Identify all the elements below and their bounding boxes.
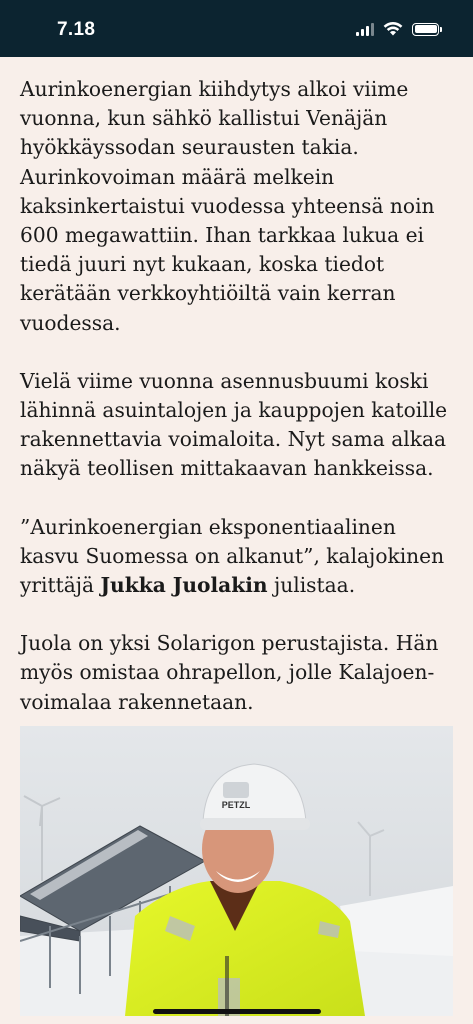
article-paragraph-3 <box>20 513 452 601</box>
article-body <box>20 75 452 746</box>
cellular-signal-icon <box>356 23 374 36</box>
helmet-logo-text: PETZL <box>221 800 251 810</box>
article-photo[interactable] <box>20 726 453 1016</box>
quote-attribution: julistaa. <box>267 573 356 598</box>
photo-illustration <box>20 726 453 1016</box>
status-bar <box>0 0 473 57</box>
home-indicator[interactable] <box>153 1009 321 1014</box>
wifi-icon <box>383 22 403 36</box>
quote-text: ”Aurinkoenergian eksponentiaalinen kasvu Suomessa on alkanut”, kalajokinen yrittäjä <box>20 514 445 598</box>
person-name-link[interactable]: Jukka Juolakin <box>100 573 268 598</box>
article-paragraph-1: Aurinkoenergian kiihdytys alkoi viime vuonna, kun sähkö kallistui Venäjän hyökkäyssodan seurausten takia. Aurinkovoiman määrä melkein kaksinkertaistui vuodessa yhteensä noin 600 megawattiin. Ihan tarkkaa lukua ei tiedä juuri nyt kukaan, koska tiedot kerätään verkkoyhtiöiltä vain kerran vuodessa. <box>20 77 435 335</box>
status-icons <box>356 22 439 36</box>
battery-icon <box>412 23 439 36</box>
article-paragraph-4: Juola on yksi Solarigon perustajista. Hän myös omistaa ohrapellon, jolle Kalajoenvoimalaa rakennetaan. <box>20 631 439 714</box>
status-time: 7.18 <box>57 19 96 40</box>
article-paragraph-2: Vielä viime vuonna asennusbuumi koski lähinnä asuintalojen ja kauppojen katoille rakennettavia voimaloita. Nyt sama alkaa näkyä teollisen mittakaavan hankkeissa. <box>20 368 448 481</box>
